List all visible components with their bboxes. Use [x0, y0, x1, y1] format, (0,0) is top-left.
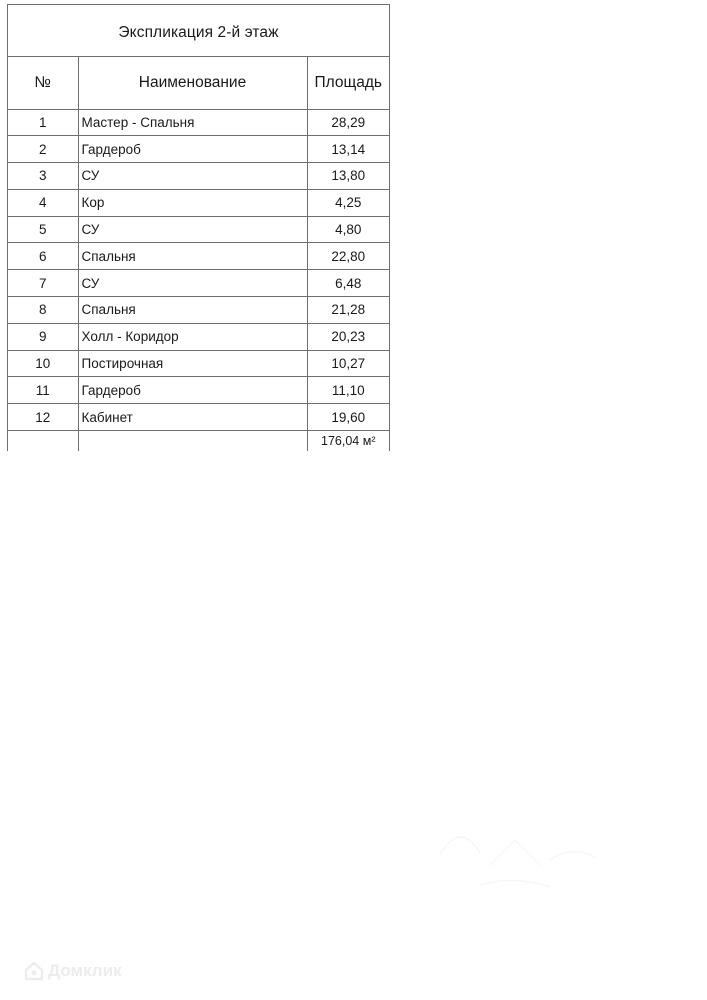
table-row: [8, 350, 389, 377]
total-row: [8, 431, 389, 451]
room-name: Кабинет: [78, 404, 307, 431]
room-number: 12: [8, 404, 78, 431]
explication-sheet: [7, 4, 390, 451]
room-name: СУ: [78, 163, 307, 190]
table-row: [8, 136, 389, 163]
room-name: Постирочная: [78, 350, 307, 377]
explication-table: [8, 57, 389, 451]
room-name: Мастер - Спальня: [78, 109, 307, 136]
domclick-watermark: [24, 961, 122, 981]
header-name: Наименование: [78, 57, 307, 109]
room-area: 13,14: [307, 136, 389, 163]
room-name: СУ: [78, 216, 307, 243]
table-row: [8, 377, 389, 404]
room-number: 3: [8, 163, 78, 190]
room-name: СУ: [78, 270, 307, 297]
table-row: [8, 243, 389, 270]
room-number: 9: [8, 323, 78, 350]
room-area: 4,25: [307, 189, 389, 216]
room-number: 10: [8, 350, 78, 377]
table-row: [8, 404, 389, 431]
header-row: [8, 57, 389, 109]
room-name: Гардероб: [78, 377, 307, 404]
table-row: [8, 216, 389, 243]
total-area: 176,04 м²: [307, 431, 389, 451]
total-name-cell: [78, 431, 307, 451]
house-logo-icon: [24, 961, 44, 981]
room-number: 5: [8, 216, 78, 243]
total-number-cell: [8, 431, 78, 451]
header-number: №: [8, 57, 78, 109]
table-row: [8, 297, 389, 324]
table-row: [8, 270, 389, 297]
room-area: 13,80: [307, 163, 389, 190]
room-area: 28,29: [307, 109, 389, 136]
table-row: [8, 163, 389, 190]
room-number: 4: [8, 189, 78, 216]
room-area: 10,27: [307, 350, 389, 377]
room-number: 8: [8, 297, 78, 324]
room-area: 22,80: [307, 243, 389, 270]
room-name: Спальня: [78, 297, 307, 324]
room-name: Кор: [78, 189, 307, 216]
table-caption: Экспликация 2-й этаж: [8, 4, 389, 57]
table-row: [8, 189, 389, 216]
room-name: Гардероб: [78, 136, 307, 163]
table-row: [8, 109, 389, 136]
room-number: 11: [8, 377, 78, 404]
table-row: [8, 323, 389, 350]
room-number: 1: [8, 109, 78, 136]
room-name: Холл - Коридор: [78, 323, 307, 350]
room-area: 6,48: [307, 270, 389, 297]
header-area: Площадь: [307, 57, 389, 109]
room-area: 19,60: [307, 404, 389, 431]
room-area: 4,80: [307, 216, 389, 243]
room-number: 7: [8, 270, 78, 297]
room-area: 11,10: [307, 377, 389, 404]
watermark-text: Домклик: [48, 961, 122, 980]
room-area: 21,28: [307, 297, 389, 324]
room-number: 2: [8, 136, 78, 163]
room-name: Спальня: [78, 243, 307, 270]
faint-watermark-graphic: [420, 815, 610, 895]
room-area: 20,23: [307, 323, 389, 350]
room-number: 6: [8, 243, 78, 270]
